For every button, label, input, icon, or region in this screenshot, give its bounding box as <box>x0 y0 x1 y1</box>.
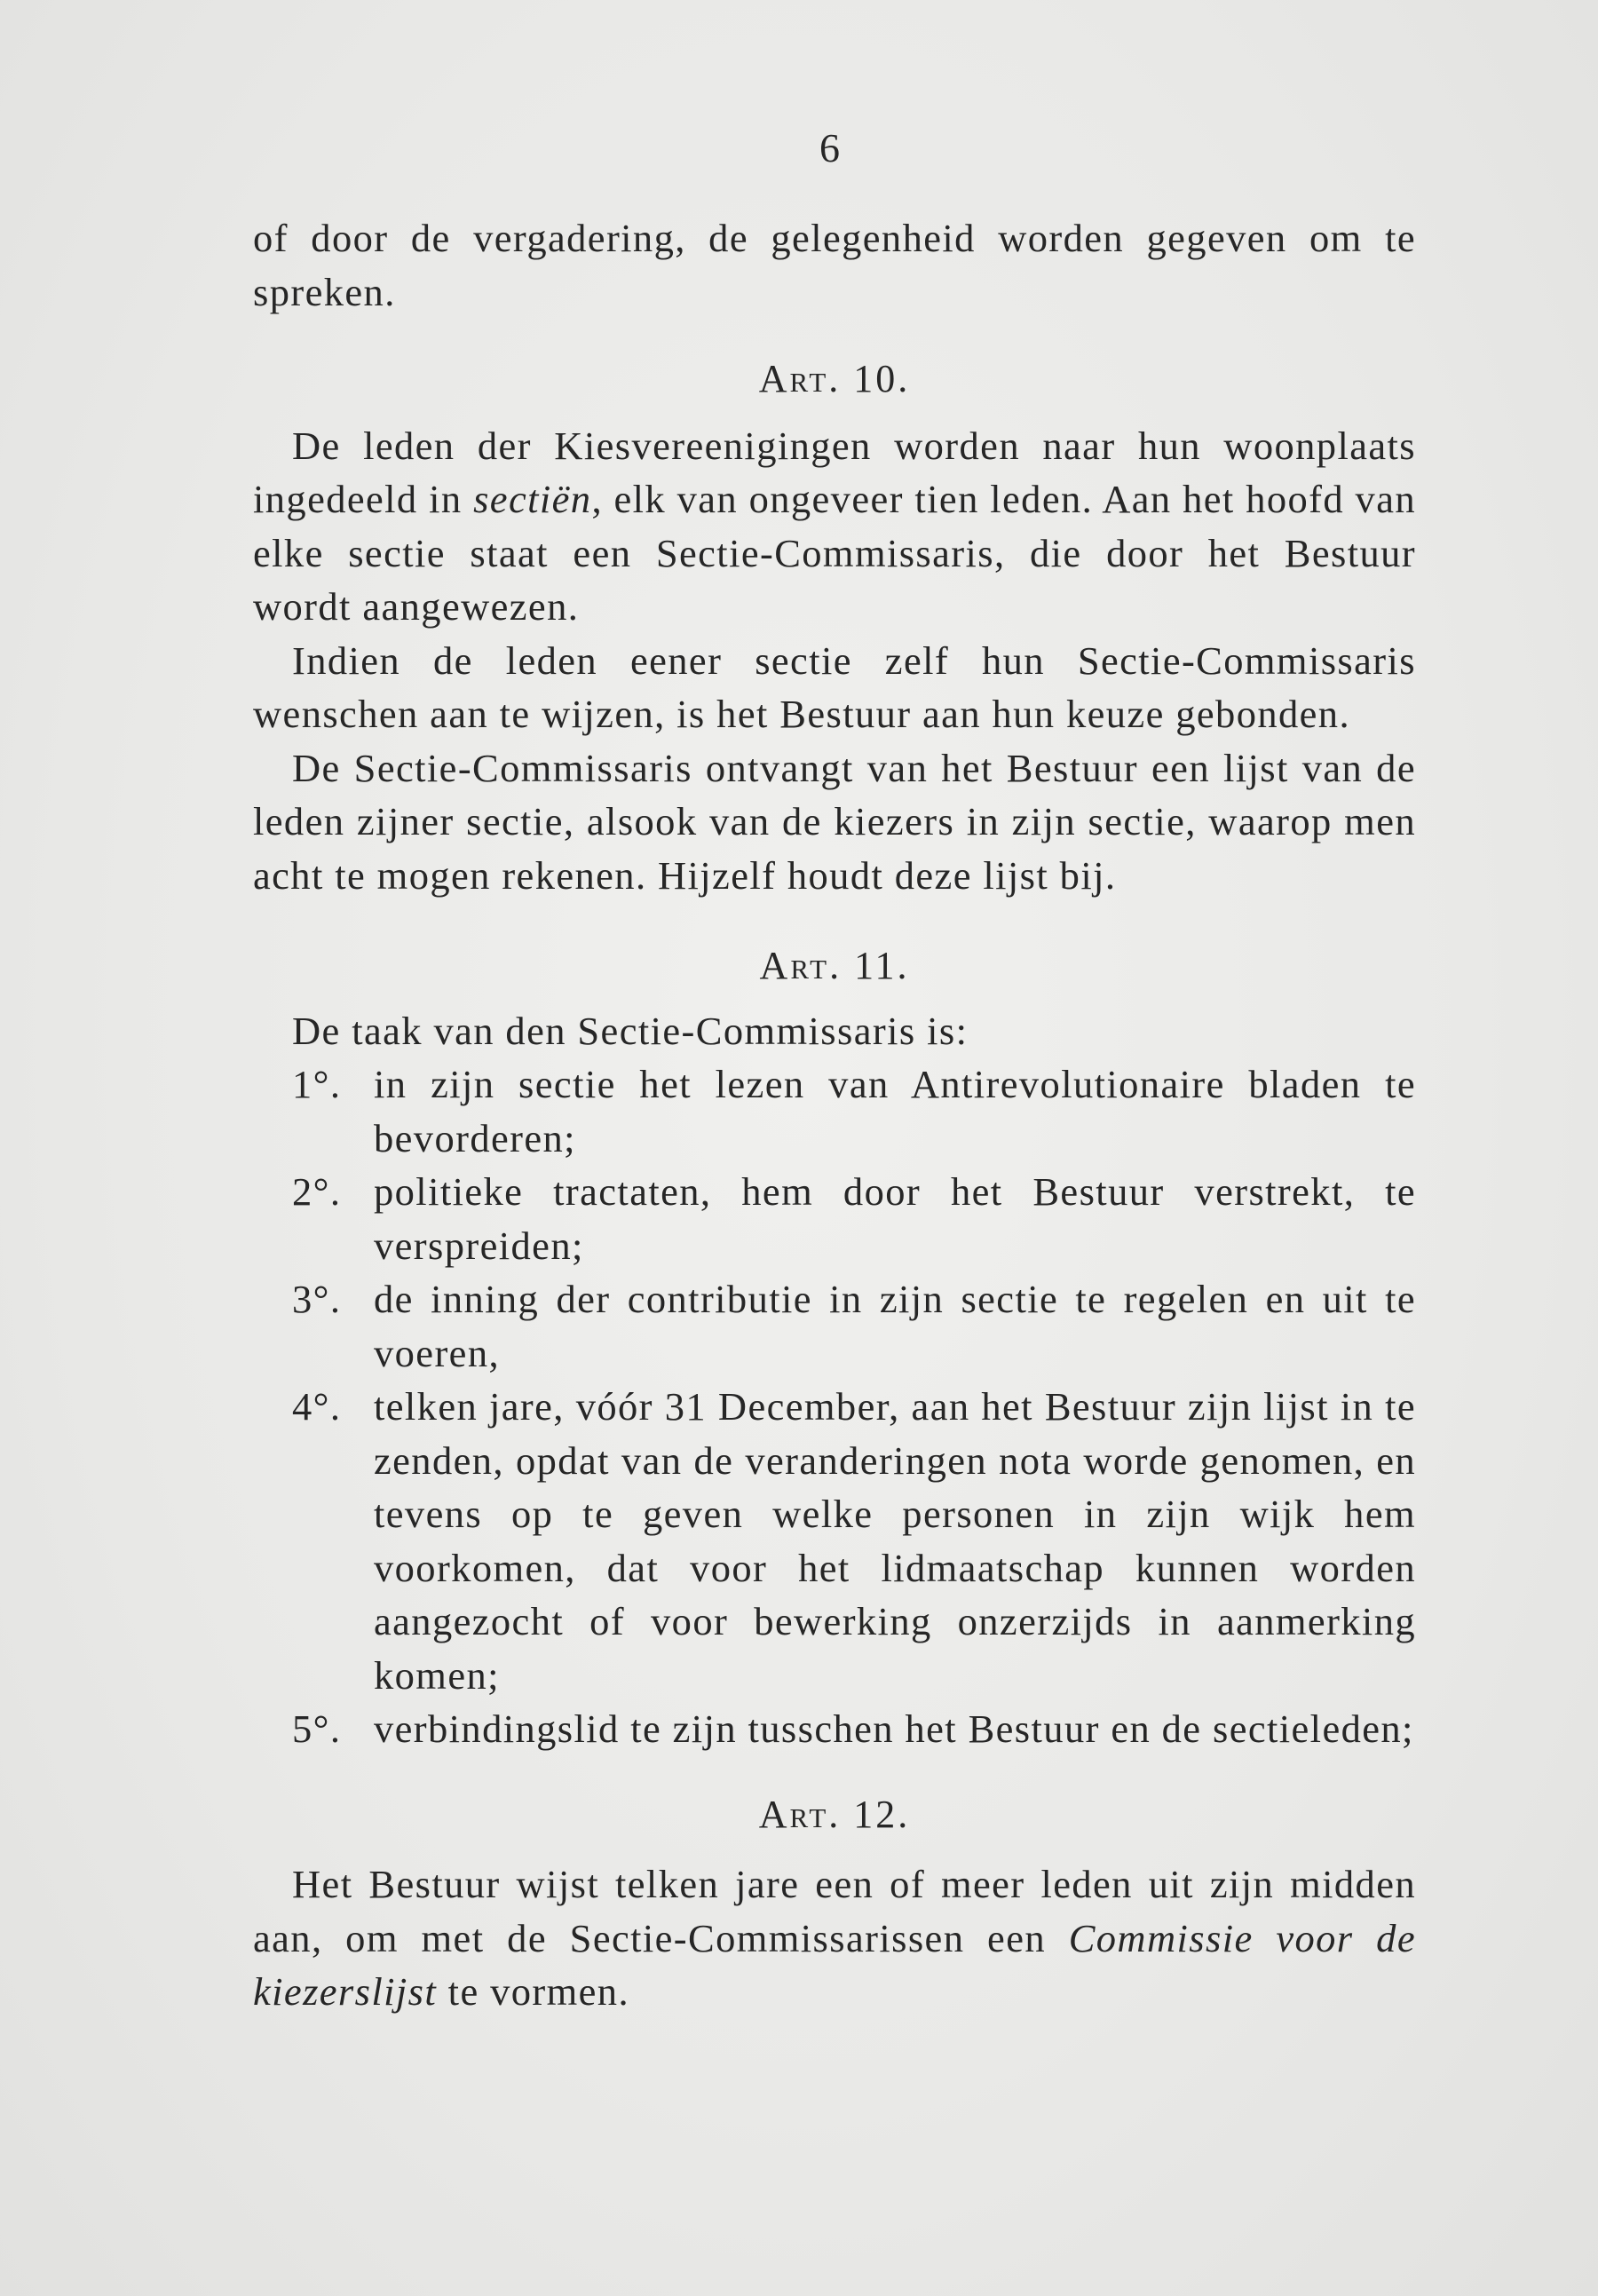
emphasis-commissie: Commissie voor de kiezerslijst <box>253 1915 1416 2014</box>
list-item-number: 3°. <box>292 1277 342 1321</box>
task-list <box>253 1057 1416 1756</box>
article-12-paragraph-1-start: Het Bestuur wijst telken jare een of meer leden uit zijn midden aan, om met de Sectie-Commissarissen een <box>253 1862 1416 1960</box>
list-item <box>253 1165 1416 1272</box>
article-11-intro: De taak van den Sectie-Commissaris is: <box>292 1008 969 1053</box>
list-item <box>253 1380 1416 1702</box>
article-10-heading: Art. 10. <box>758 357 911 400</box>
list-item <box>253 1057 1416 1165</box>
body-text <box>253 211 1416 2019</box>
list-item-text: verbindingslid te zijn tusschen het Bestuur en de sectieleden; <box>374 1706 1414 1751</box>
list-item-text: in zijn sectie het lezen van Antirevolutionaire bladen te bevorderen; <box>374 1062 1416 1160</box>
list-item-text: telken jare, vóór 31 December, aan het Bestuur zijn lijst in te zenden, opdat van de veranderingen nota worde genomen, en tevens op te geven welke personen in zijn wijk hem voorkomen, dat voor het lidmaatschap kunnen worden aangezocht of voor bewerking onzerzijds in aanmerking komen; <box>374 1384 1416 1698</box>
page-number: 6 <box>819 125 841 170</box>
list-item-number: 1°. <box>292 1062 342 1106</box>
list-item <box>253 1272 1416 1380</box>
article-11-heading: Art. 11. <box>759 944 910 987</box>
article-12-paragraph-1-end: te vormen. <box>437 1969 629 2014</box>
list-item <box>253 1702 1416 1756</box>
article-10-paragraph-1-start: De leden der Kiesvereenigingen worden naar hun woonplaats ingedeeld in <box>253 423 1416 521</box>
article-10-paragraph-1 <box>253 419 1416 634</box>
article-10-paragraph-2: Indien de leden eener sectie zelf hun Sectie-Commissaris wenschen aan te wijzen, is het Bestuur aan hun keuze gebonden. <box>253 637 1416 736</box>
article-10-paragraph-3: De Sectie-Commissaris ontvangt van het Bestuur een lijst van de leden zijner sectie, alsook van de kiezers in zijn sectie, waarop men acht te mogen rekenen. Hijzelf houdt deze lijst bij. <box>253 745 1416 898</box>
article-12-heading: Art. 12. <box>758 1792 911 1836</box>
list-item-number: 2°. <box>292 1169 342 1214</box>
article-10-paragraph-1-end: , elk van ongeveer tien leden. Aan het hoofd van elke sectie staat een Sectie-Commissaris, die door het Bestuur wordt aangewezen. <box>253 477 1417 629</box>
list-item-number: 4°. <box>292 1384 342 1429</box>
list-item-text: de inning der contributie in zijn sectie te regelen en uit te voeren, <box>374 1277 1416 1375</box>
emphasis-secties: sectiën <box>473 477 592 521</box>
list-item-number: 5°. <box>292 1706 342 1751</box>
list-item-text: politieke tractaten, hem door het Bestuur verstrekt, te verspreiden; <box>374 1169 1416 1268</box>
continuation-paragraph: of door de vergadering, de gelegenheid worden gegeven om te spreken. <box>253 216 1416 314</box>
article-12-paragraph-1 <box>253 1857 1416 2019</box>
